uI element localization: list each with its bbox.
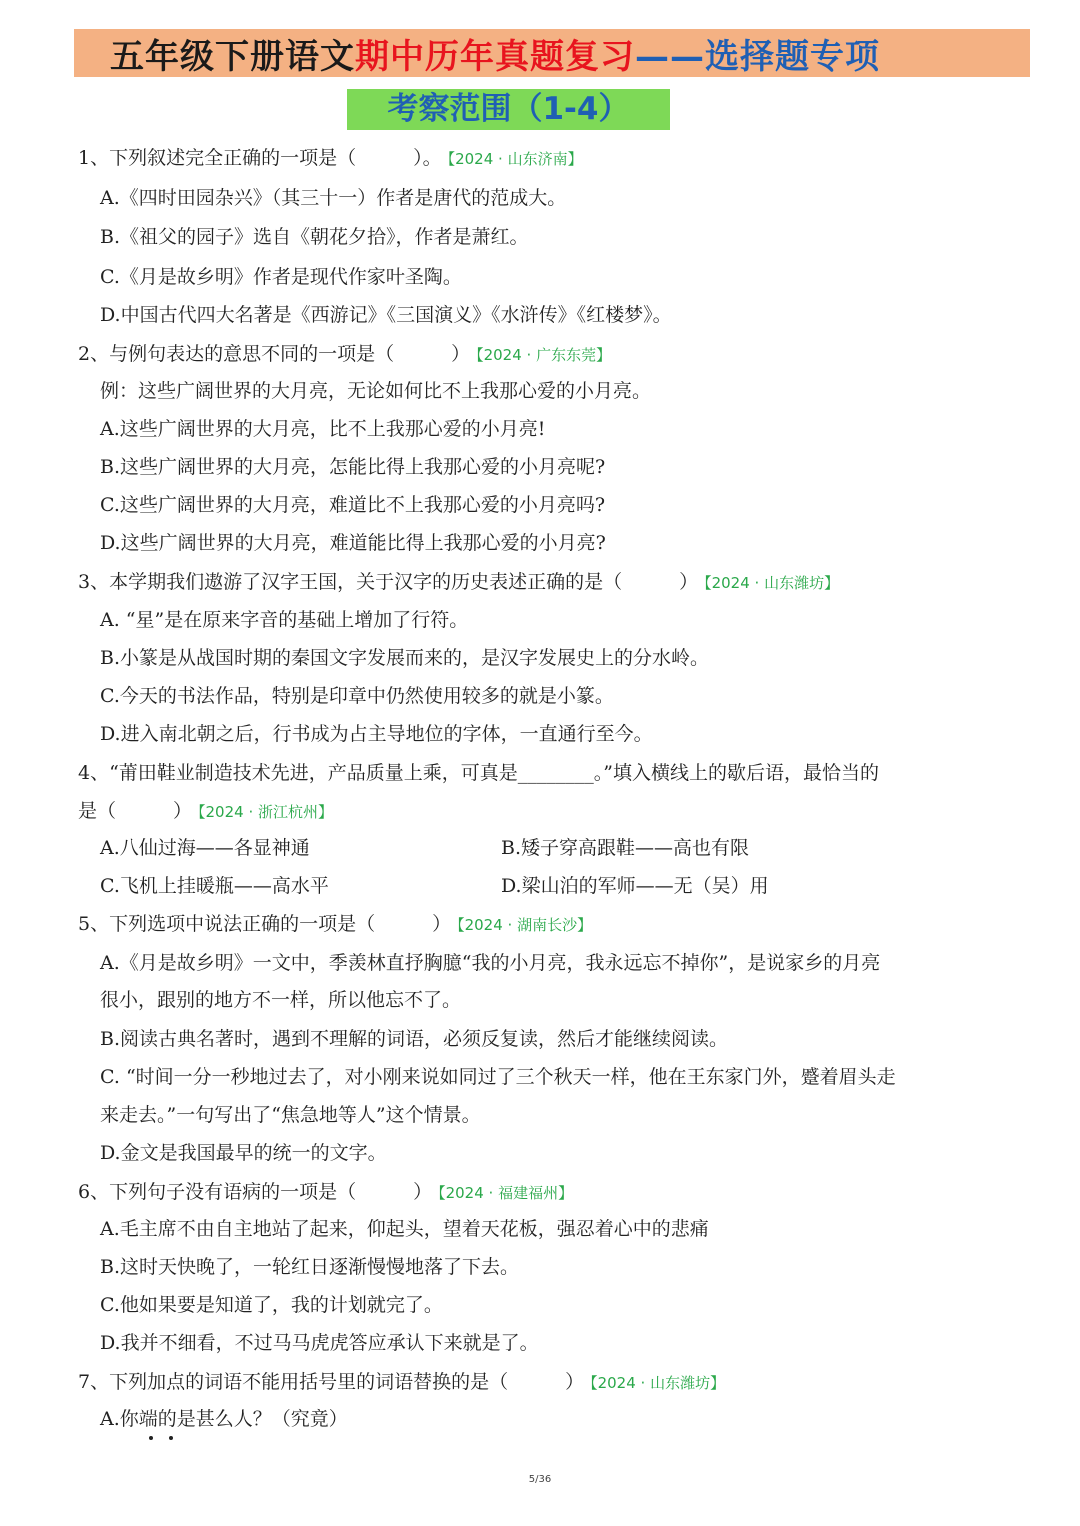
page-number: 5/36 [528,1474,552,1485]
question-3-tag: 【2024 · 山东潍坊】 [704,574,840,592]
emphasis-dot [149,1436,153,1440]
title-grade: 五年级下册语文 [110,36,355,77]
question-2-stem: 2、与例句表达的意思不同的一项是（ ） 【2024 · 广东东莞】 [78,343,612,365]
question-3-option-d: D.进入南北朝之后，行书成为占主导地位的字体，一直通行至今。 [100,723,653,745]
question-6-tag: 【2024 · 福建福州】 [438,1184,574,1202]
question-3-stem: 3、本学期我们遨游了汉字王国，关于汉字的历史表述正确的是（ ） 【2024 · 山东潍坊】 [78,571,840,593]
question-4-option-a: A.八仙过海——各显神通 [100,837,310,859]
scope-label: 考察范围（1-4） [347,89,670,130]
question-5-option-a-line1: A.《月是故乡明》一文中，季羡林直抒胸臆“我的小月亮，我永远忘不掉你”，是说家乡的月亮 [100,952,881,974]
question-5-option-d: D.金文是我国最早的统一的文字。 [100,1142,387,1164]
question-2-tag: 【2024 · 广东东莞】 [476,346,612,364]
question-1-option-c: C.《月是故乡明》作者是现代作家叶圣陶。 [100,266,462,288]
title-review: 期中历年真题复习 [355,36,635,77]
question-5-stem: 5、下列选项中说法正确的一项是（ ） 【2024 · 湖南长沙】 [78,913,593,935]
question-5-option-c-line2: 来走去。”一句写出了“焦急地等人”这个情景。 [100,1104,481,1126]
question-1-option-a: A.《四时田园杂兴》（其三十一）作者是唐代的范成大。 [100,187,567,209]
question-5-tag: 【2024 · 湖南长沙】 [457,916,593,934]
question-4-tag: 【2024 · 浙江杭州】 [198,803,333,821]
question-3-option-c: C.今天的书法作品，特别是印章中仍然使用较多的就是小篆。 [100,685,614,707]
emphasis-dot [169,1436,173,1440]
question-3-option-a: A. “星”是在原来字音的基础上增加了行符。 [100,609,469,631]
question-6-stem: 6、下列句子没有语病的一项是（ ） 【2024 · 福建福州】 [78,1181,574,1203]
question-7-option-a: A.你端的是甚么人？（究竟） [100,1406,1080,1432]
question-6-option-d: D.我并不细看，不过马马虎虎答应承认下来就是了。 [100,1332,539,1354]
question-6-option-c: C.他如果要是知道了，我的计划就完了。 [100,1294,443,1316]
question-2-example: 例：这些广阔世界的大月亮，无论如何比不上我那心爱的小月亮。 [100,380,652,402]
question-4-option-d: D.梁山泊的军师——无（吴）用 [501,875,769,897]
question-5-option-a-line2: 很小，跟别的地方不一样，所以他忘不了。 [100,989,462,1011]
question-1-tag: 【2024 · 山东济南】 [447,150,583,168]
question-4-option-b: B.矮子穿高跟鞋——高也有限 [501,837,750,859]
question-7-stem: 7、下列加点的词语不能用括号里的词语替换的是（ ） 【2024 · 山东潍坊】 [78,1371,726,1393]
question-2-option-d: D.这些广阔世界的大月亮，难道能比得上我那心爱的小月亮? [100,532,606,554]
question-6-option-b: B.这时天快晚了，一轮红日逐渐慢慢地落了下去。 [100,1256,520,1278]
question-4-stem-line1: 4、“莆田鞋业制造技术先进，产品质量上乘，可真是________。”填入横线上的歇后语，最恰当的 [78,762,880,784]
question-1-option-b: B.《祖父的园子》选自《朝花夕拾》，作者是萧红。 [100,226,529,248]
question-6-option-a: A.毛主席不由自主地站了起来，仰起头，望着天花板，强忍着心中的悲痛 [100,1218,709,1240]
question-4-option-c: C.飞机上挂暖瓶——高水平 [100,875,329,897]
question-2-option-b: B.这些广阔世界的大月亮，怎能比得上我那心爱的小月亮呢? [100,456,606,478]
question-5-option-c-line1: C. “时间一分一秒地过去了，对小刚来说如同过了三个秋天一样，他在王东家门外，蹙着眉头走 [100,1066,896,1088]
question-1-option-d: D.中国古代四大名著是《西游记》《三国演义》《水浒传》《红楼梦》。 [100,304,672,326]
question-2-option-a: A.这些广阔世界的大月亮，比不上我那心爱的小月亮! [100,418,546,440]
question-7-tag: 【2024 · 山东潍坊】 [590,1374,726,1392]
question-4-stem-line2: 是（ ） 【2024 · 浙江杭州】 [78,800,333,822]
question-5-option-b: B.阅读古典名著时，遇到不理解的词语，必须反复读，然后才能继续阅读。 [100,1028,729,1050]
question-2-option-c: C.这些广阔世界的大月亮，难道比不上我那心爱的小月亮吗? [100,494,606,516]
title-bar [74,29,1030,77]
title-topic: ——选择题专项 [635,36,880,77]
question-3-option-b: B.小篆是从战国时期的秦国文字发展而来的，是汉字发展史上的分水岭。 [100,647,710,669]
question-1-stem: 1、下列叙述完全正确的一项是（ ）。 【2024 · 山东济南】 [78,147,583,169]
page-title [110,29,880,78]
